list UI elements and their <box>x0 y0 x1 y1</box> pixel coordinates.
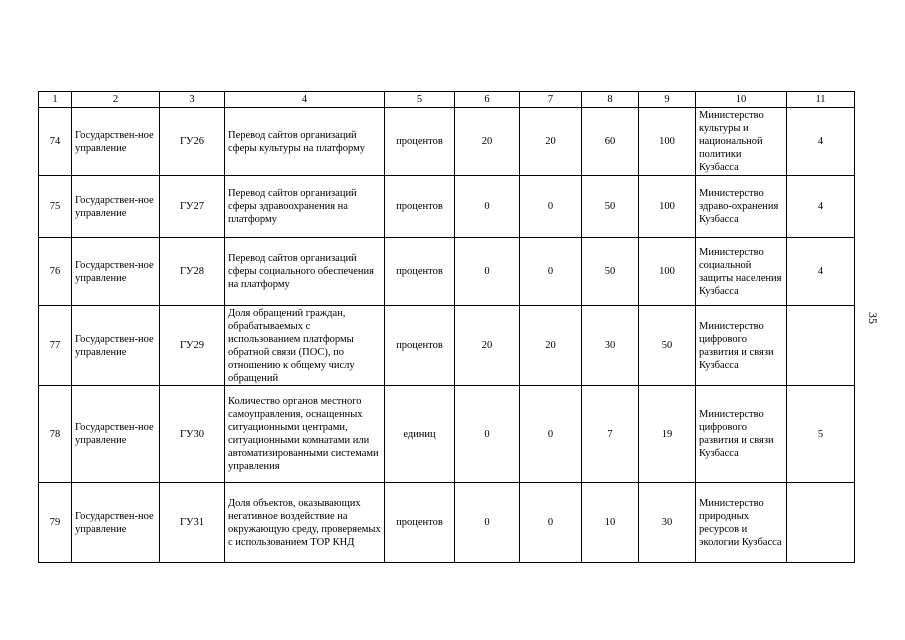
value-cell-9: 19 <box>639 386 696 483</box>
value-cell-9: 100 <box>639 108 696 176</box>
indicator-name-cell: Доля объектов, оказывающих негативное воздействие на окружающую среду, проверяемых с использованием ТОР КНД <box>225 483 385 563</box>
responsible-ministry-cell: Министерство природных ресурсов и экологии Кузбасса <box>696 483 787 563</box>
column-number: 6 <box>455 92 520 108</box>
value-cell-6: 0 <box>455 386 520 483</box>
value-cell-7: 0 <box>520 176 582 238</box>
value-cell-8: 10 <box>582 483 639 563</box>
indicator-name-cell: Перевод сайтов организаций сферы здравоохранения на платформу <box>225 176 385 238</box>
responsible-ministry-cell: Министерство цифрового развития и связи Кузбасса <box>696 386 787 483</box>
unit-cell: процентов <box>385 238 455 306</box>
sector-cell: Государствен-ное управление <box>72 306 160 386</box>
unit-cell: процентов <box>385 306 455 386</box>
sector-cell: Государствен-ное управление <box>72 386 160 483</box>
value-cell-11 <box>787 306 855 386</box>
sector-cell: Государствен-ное управление <box>72 108 160 176</box>
sector-cell: Государствен-ное управление <box>72 176 160 238</box>
value-cell-8: 50 <box>582 238 639 306</box>
value-cell-7: 0 <box>520 386 582 483</box>
table-row <box>39 483 855 563</box>
responsible-ministry-cell: Министерство цифрового развития и связи Кузбасса <box>696 306 787 386</box>
value-cell-11: 4 <box>787 108 855 176</box>
value-cell-8: 60 <box>582 108 639 176</box>
value-cell-9: 30 <box>639 483 696 563</box>
indicator-name-cell: Количество органов местного самоуправления, оснащенных ситуационными центрами, ситуационными комнатами или автоматизированными системами управления <box>225 386 385 483</box>
unit-cell: процентов <box>385 176 455 238</box>
column-number: 3 <box>160 92 225 108</box>
value-cell-6: 0 <box>455 238 520 306</box>
column-number: 10 <box>696 92 787 108</box>
value-cell-7: 0 <box>520 483 582 563</box>
value-cell-8: 50 <box>582 176 639 238</box>
value-cell-6: 20 <box>455 306 520 386</box>
row-number-cell: 75 <box>39 176 72 238</box>
unit-cell: процентов <box>385 108 455 176</box>
value-cell-6: 0 <box>455 483 520 563</box>
sector-cell: Государствен-ное управление <box>72 483 160 563</box>
responsible-ministry-cell: Министерство социальной защиты населения Кузбасса <box>696 238 787 306</box>
value-cell-11: 5 <box>787 386 855 483</box>
indicator-name-cell: Перевод сайтов организаций сферы социального обеспечения на платформу <box>225 238 385 306</box>
value-cell-11: 4 <box>787 176 855 238</box>
indicators-table <box>38 91 855 563</box>
indicator-code-cell: ГУ28 <box>160 238 225 306</box>
indicator-code-cell: ГУ31 <box>160 483 225 563</box>
table-row <box>39 306 855 386</box>
row-number-cell: 76 <box>39 238 72 306</box>
indicator-code-cell: ГУ26 <box>160 108 225 176</box>
table-row <box>39 176 855 238</box>
table-row <box>39 386 855 483</box>
value-cell-8: 30 <box>582 306 639 386</box>
column-number: 7 <box>520 92 582 108</box>
unit-cell: единиц <box>385 386 455 483</box>
column-number-row <box>39 92 855 108</box>
value-cell-7: 20 <box>520 306 582 386</box>
page-number: 35 <box>866 312 880 324</box>
indicator-code-cell: ГУ27 <box>160 176 225 238</box>
value-cell-7: 0 <box>520 238 582 306</box>
value-cell-6: 20 <box>455 108 520 176</box>
indicator-code-cell: ГУ29 <box>160 306 225 386</box>
indicator-name-cell: Доля обращений граждан, обрабатываемых с использованием платформы обратной связи (ПОС), по отношению к общему числу обращений <box>225 306 385 386</box>
table-row <box>39 108 855 176</box>
value-cell-9: 100 <box>639 238 696 306</box>
column-number: 1 <box>39 92 72 108</box>
row-number-cell: 74 <box>39 108 72 176</box>
row-number-cell: 77 <box>39 306 72 386</box>
value-cell-11 <box>787 483 855 563</box>
column-number: 11 <box>787 92 855 108</box>
value-cell-9: 100 <box>639 176 696 238</box>
unit-cell: процентов <box>385 483 455 563</box>
value-cell-9: 50 <box>639 306 696 386</box>
value-cell-7: 20 <box>520 108 582 176</box>
column-number: 2 <box>72 92 160 108</box>
column-number: 8 <box>582 92 639 108</box>
row-number-cell: 78 <box>39 386 72 483</box>
responsible-ministry-cell: Министерство здраво-охранения Кузбасса <box>696 176 787 238</box>
indicator-code-cell: ГУ30 <box>160 386 225 483</box>
responsible-ministry-cell: Министерство культуры и национальной политики Кузбасса <box>696 108 787 176</box>
column-number: 9 <box>639 92 696 108</box>
value-cell-11: 4 <box>787 238 855 306</box>
row-number-cell: 79 <box>39 483 72 563</box>
value-cell-8: 7 <box>582 386 639 483</box>
column-number: 5 <box>385 92 455 108</box>
value-cell-6: 0 <box>455 176 520 238</box>
table-row <box>39 238 855 306</box>
indicator-name-cell: Перевод сайтов организаций сферы культуры на платформу <box>225 108 385 176</box>
sector-cell: Государствен-ное управление <box>72 238 160 306</box>
column-number: 4 <box>225 92 385 108</box>
